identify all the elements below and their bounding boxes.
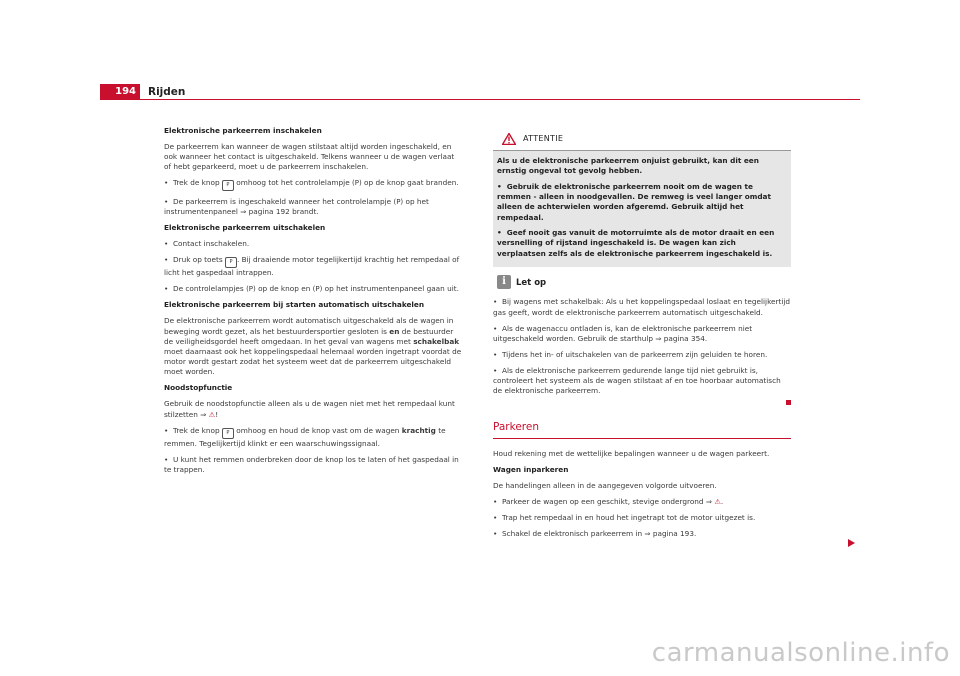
bullet-item: • U kunt het remmen onderbreken door de knop los te laten of het gaspedaal in te trappen. bbox=[164, 455, 462, 475]
ref-arrow-icon: ⇒ bbox=[200, 409, 207, 419]
paragraph: Gebruik de noodstopfunctie alleen als u de wagen niet met het rempedaal kunt stilzetten ⇒ ⚠! bbox=[164, 399, 455, 419]
bullet-item: • Trap het rempedaal in en houd het ingetrapt tot de motor uitgezet is. bbox=[493, 513, 791, 523]
paragraph: De parkeerrem kan wanneer de wagen stilstaat altijd worden ingeschakeld, en ook wanneer het contact is uitgeschakeld. Telkens wanneer u de wagen verlaat of hebt geparkeerd, moet u de parkeerrem inschakelen. bbox=[164, 142, 455, 172]
bullet-item: • Als de wagenaccu ontladen is, kan de elektronische parkeerrem niet uitgeschakeld worden. Gebruik de starthulp ⇒ pagina 354. bbox=[493, 324, 791, 344]
warning-triangle-icon bbox=[502, 133, 516, 145]
parking-brake-lamp-icon: (P) bbox=[312, 285, 323, 294]
bullet-item: • Parkeer de wagen op een geschikt, stevige ondergrond ⇒ ⚠. bbox=[493, 497, 791, 507]
parking-brake-button-icon: P bbox=[222, 428, 234, 439]
page-header bbox=[100, 84, 860, 100]
chapter-title: Rijden bbox=[148, 86, 186, 98]
ref-arrow-icon: ⇒ bbox=[655, 333, 662, 343]
ref-arrow-icon: ⇒ bbox=[705, 497, 713, 507]
bullet-item: • De parkeerrem is ingeschakeld wanneer het controlelampje (P) op het instrumentenpaneel ⇒ pagina 192 brandt. bbox=[164, 197, 462, 217]
bullet-item: • Geef nooit gas vanuit de motorruimte als de motor draait en een versnelling of rijstand ingeschakeld is. De wagen kan zich verplaatsen zelfs als de elektronische parkeerrem ingeschakeld is. bbox=[497, 228, 787, 259]
warning-header bbox=[493, 126, 791, 151]
bullet-item: • Bij wagens met schakelbak: Als u het koppelingspedaal loslaat en tegelijkertijd gas geeft, wordt de elektronische parkeerrem automatisch uitgeschakeld. bbox=[493, 297, 791, 317]
info-note-icon: i bbox=[497, 275, 511, 289]
section-title: Noodstopfunctie bbox=[164, 383, 233, 393]
note-header bbox=[493, 275, 791, 291]
page-number: 194 bbox=[100, 84, 140, 100]
paragraph: De handelingen alleen in de aangegeven volgorde uitvoeren. bbox=[493, 481, 717, 491]
parking-brake-button-icon: P bbox=[222, 180, 234, 191]
warning-title: ATTENTIE bbox=[523, 134, 564, 143]
bullet-item: • Als de elektronische parkeerrem gedurende lange tijd niet gebruikt is, controleert het systeem als de wagen stilstaat af en toe hoorbaar automatisch de elektronische parkeerrem. bbox=[493, 366, 791, 397]
section-heading: Parkeren bbox=[493, 422, 791, 439]
warning-triangle-icon: ⚠ bbox=[208, 409, 216, 419]
warning-body bbox=[493, 151, 791, 267]
paragraph: Als u de elektronische parkeerrem onjuist gebruikt, kan dit een ernstig ongeval tot gevolg hebben. bbox=[497, 156, 759, 176]
subsection-title: Wagen inparkeren bbox=[493, 465, 569, 475]
left-column bbox=[164, 126, 462, 481]
bullet-item: • Schakel de elektronisch parkeerrem in ⇒ pagina 193. bbox=[493, 529, 791, 539]
parking-brake-lamp-icon: (P) bbox=[246, 285, 256, 294]
parking-brake-lamp-icon: (P) bbox=[393, 198, 404, 207]
ref-arrow-icon: ⇒ bbox=[644, 529, 651, 539]
header-rule bbox=[100, 99, 860, 100]
note-title: Let op bbox=[516, 278, 547, 289]
right-column bbox=[493, 126, 791, 545]
paragraph: Houd rekening met de wettelijke bepalingen wanneer u de wagen parkeert. bbox=[493, 449, 770, 459]
section-title: Elektronische parkeerrem uitschakelen bbox=[164, 223, 326, 233]
warning-box bbox=[493, 126, 791, 267]
watermark: carmanualsonline.info bbox=[651, 638, 950, 668]
parking-brake-lamp-icon: (P) bbox=[352, 179, 362, 188]
ref-arrow-icon: ⇒ bbox=[240, 207, 247, 217]
bullet-item: • Trek de knop P omhoog tot het controlelampje (P) op de knop gaat branden. bbox=[164, 178, 462, 191]
bullet-item: • Druk op toets P . Bij draaiende motor tegelijkertijd krachtig het rempedaal of licht het gaspedaal intrappen. bbox=[164, 255, 462, 278]
bullet-item: • De controlelampjes (P) op de knop en (P) op het instrumentenpaneel gaan uit. bbox=[164, 284, 462, 294]
section-title: Elektronische parkeerrem inschakelen bbox=[164, 126, 322, 135]
bullet-item: • Trek de knop P omhoog en houd de knop vast om de wagen krachtig te remmen. Tegelijkertijd klinkt er een waarschuwingssignaal. bbox=[164, 426, 462, 449]
bullet-item: • Contact inschakelen. bbox=[164, 239, 462, 249]
end-mark-icon bbox=[786, 400, 791, 405]
parking-brake-button-icon: P bbox=[225, 257, 237, 268]
paragraph: De elektronische parkeerrem wordt automatisch uitgeschakeld als de wagen in beweging wordt gezet, als het bestuurdersportier gesloten is en de bestuurder de veiligheidsgordel heeft omgedaan. In het geval van wagens met schakelbak moet daarnaast ook het koppelingspedaal helemaal worden ingetrapt voordat de motor wordt gestart zodat het systeem weet dat de parkeerrem uitgeschakeld moet worden. bbox=[164, 316, 462, 377]
end-of-section-mark bbox=[493, 398, 791, 408]
section-title: Elektronische parkeerrem bij starten automatisch uitschakelen bbox=[164, 300, 425, 310]
bullet-item: • Gebruik de elektronische parkeerrem nooit om de wagen te remmen - alleen in noodgevallen. De remweg is veel langer omdat alleen de achterwielen worden afgeremd. Gebruik altijd het rempedaal. bbox=[497, 182, 787, 223]
bullet-item: • Tijdens het in- of uitschakelen van de parkeerrem zijn geluiden te horen. bbox=[493, 350, 791, 360]
continue-arrow-icon bbox=[848, 539, 855, 547]
warning-triangle-icon: ⚠ bbox=[714, 497, 721, 507]
